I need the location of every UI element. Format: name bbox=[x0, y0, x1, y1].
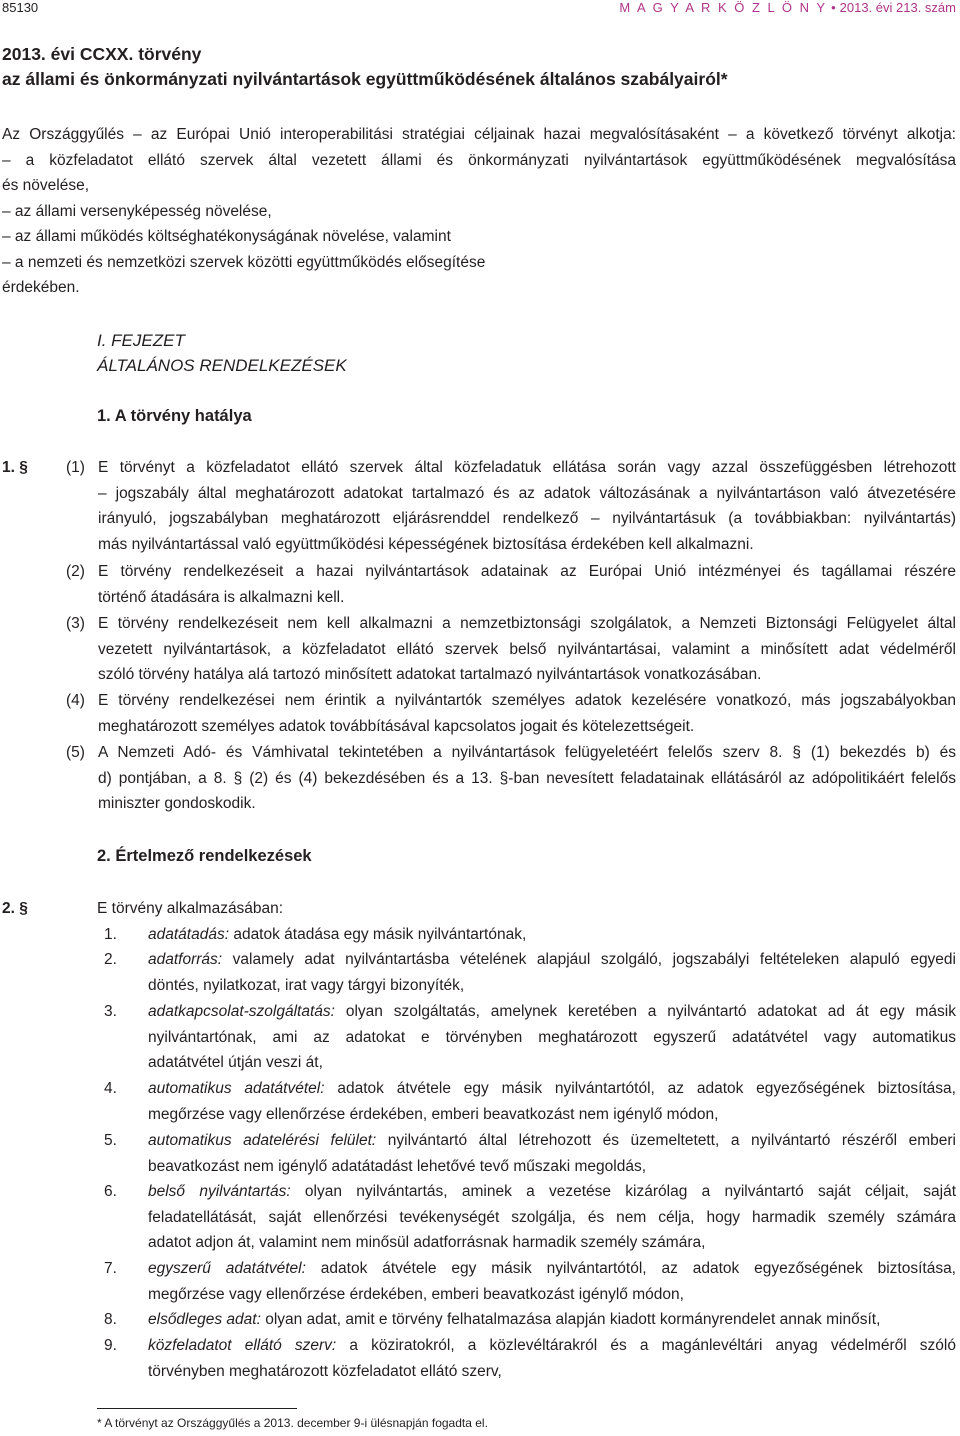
page-number: 85130 bbox=[2, 0, 39, 15]
definition-body-cont: nyilvántartónak, ami az adatokat e törvényben meghatározott egyszerű adatátvétel vagy automatikus bbox=[148, 1028, 956, 1046]
definition-term: belső nyilvántartás: bbox=[148, 1183, 291, 1200]
act-title bbox=[2, 42, 728, 92]
para-1-line: más nyilvántartással való együttműködési képességének biztosítása érdekében kell alkalmazni. bbox=[98, 535, 754, 553]
definition-body: a köziratokról, a közlevéltárakról és a magánlevéltári anyag védelméről szóló bbox=[336, 1337, 956, 1354]
definition-body-cont: megőrzése vagy ellenőrzése érdekében, emberi beavatkozást igénylő módon, bbox=[148, 1285, 684, 1303]
preamble-bullet-3: – az állami működés költséghatékonyságának növelése, valamint bbox=[2, 228, 451, 245]
definition-item bbox=[148, 1076, 956, 1127]
para-2-line: történő átadására is alkalmazni kell. bbox=[98, 588, 345, 606]
act-number: 2013. évi CCXX. törvény bbox=[2, 44, 202, 64]
para-3-line: vezetett nyilvántartások, a közfeladatot ellátó szervek belső nyilvántartásai, valamint a minősített adat védelméről bbox=[98, 640, 956, 658]
definition-term: automatikus adatátvétel: bbox=[148, 1080, 325, 1097]
issue-number: 2013. évi 213. szám bbox=[839, 0, 956, 15]
definition-body-cont: törvényben meghatározott közfeladatot ellátó szerv, bbox=[148, 1362, 502, 1380]
para-1-number: (1) bbox=[66, 459, 85, 476]
para-4-line: E törvény rendelkezései nem érintik a nyilvántartók személyes adatok kezelésére vonatkozó, más jogszabályokban bbox=[98, 692, 956, 709]
section-2-number: 2. § bbox=[2, 900, 28, 917]
preamble-bullet-1: – a közfeladatot ellátó szervek által vezetett állami és önkormányzati nyilvántartások együttműködésének megvalósítása bbox=[2, 151, 956, 169]
footnote-rule bbox=[97, 1408, 297, 1409]
definition-body: adatok átvétele egy másik nyilvántartótól, az adatok egyezőségének biztosítása, bbox=[305, 1260, 956, 1277]
journal-title bbox=[619, 0, 956, 16]
para-4-line: meghatározott személyes adatok továbbításával kapcsolatos jogait és kötelezettségeit. bbox=[98, 717, 695, 735]
preamble-bullet-4: – a nemzeti és nemzetközi szervek közötti együttműködés elősegítése bbox=[2, 253, 486, 271]
definition-item bbox=[148, 922, 956, 948]
definition-number: 6. bbox=[104, 1183, 117, 1200]
preamble-closing: érdekében. bbox=[2, 279, 80, 296]
definition-body: olyan szolgáltatás, amelynek keretében a nyilvántartó adatokat ad át egy másik bbox=[334, 1003, 956, 1020]
preamble-intro: Az Országgyűlés – az Európai Unió interoperabilitási stratégiai céljainak hazai megvalósításaként – a következő törvényt alkotja: bbox=[2, 126, 956, 143]
definition-number: 8. bbox=[104, 1311, 117, 1328]
definition-term: elsődleges adat: bbox=[148, 1311, 261, 1328]
section-1-number: 1. § bbox=[2, 459, 28, 476]
definition-item bbox=[148, 1256, 956, 1307]
definition-body: adatok átvétele egy másik nyilvántartótól, az adatok egyezőségének biztosítása, bbox=[324, 1080, 956, 1097]
definition-term: adatkapcsolat-szolgáltatás: bbox=[148, 1003, 335, 1020]
definition-term: közfeladatot ellátó szerv: bbox=[148, 1337, 337, 1354]
definition-term: adatátadás: bbox=[148, 926, 230, 943]
para-5-line: d) pontjában, a 8. § (2) és (4) bekezdésében és a 13. §-ban nevesített feladatainak ellátásáról az adópolitikáért felelős bbox=[98, 769, 956, 787]
act-subject: az állami és önkormányzati nyilvántartások együttműködésének általános szabályairól* bbox=[2, 69, 728, 89]
definition-body-cont: beavatkozást nem igénylő adatátadást lehetővé tevő műszaki megoldás, bbox=[148, 1157, 647, 1175]
running-header bbox=[0, 0, 960, 20]
definition-body-cont: feladatellátását, saját ellenőrzési tevékenységét szolgálja, és nem célja, hogy harmadik személy számára bbox=[148, 1208, 956, 1226]
definition-term: adatforrás: bbox=[148, 951, 223, 968]
para-5-number: (5) bbox=[66, 744, 85, 761]
para-3-text bbox=[98, 611, 956, 688]
para-5-line: A Nemzeti Adó- és Vámhivatal tekintetében a nyilvántartások felügyeletéért felelős szerv 8. § (1) bekezdés b) és bbox=[98, 744, 956, 761]
para-2-line: E törvény rendelkezéseit a hazai nyilvántartások adatainak az Európai Unió intézményei és tagállamai részére bbox=[98, 563, 956, 580]
para-1-line: irányuló, jogszabályban meghatározott eljárásrenddel rendelkező – nyilvántartásuk (a továbbiakban: nyilvántartás) bbox=[98, 510, 956, 527]
definition-body: adatok átadása egy másik nyilvántartónak, bbox=[229, 926, 527, 943]
chapter-number: I. FEJEZET bbox=[97, 331, 185, 350]
para-1-line: E törvényt a közfeladatot ellátó szervek által közfeladatuk ellátása során vagy azzal összefüggésben létrehozott bbox=[98, 459, 956, 476]
definition-number: 2. bbox=[104, 951, 117, 968]
footnote: * A törvényt az Országgyűlés a 2013. december 9-i ülésnapján fogadta el. bbox=[97, 1416, 488, 1430]
definition-item bbox=[148, 1179, 956, 1256]
para-2-number: (2) bbox=[66, 563, 85, 580]
definition-body: olyan nyilvántartás, aminek a vezetése kizárólag a nyilvántartó saját céljait, saját bbox=[290, 1183, 956, 1200]
section-1-heading: 1. A törvény hatálya bbox=[97, 407, 252, 425]
section-2-heading: 2. Értelmező rendelkezések bbox=[97, 847, 312, 865]
preamble-bullet-1-cont: és növelése, bbox=[2, 177, 90, 194]
para-5-line: miniszter gondoskodik. bbox=[98, 795, 256, 812]
para-1-text bbox=[98, 455, 956, 557]
preamble bbox=[2, 122, 956, 301]
journal-name: M A G Y A R K Ö Z L Ö N Y bbox=[619, 0, 828, 15]
definition-body: nyilvántartó által létrehozott és üzemeltetett, a nyilvántartó részéről emberi bbox=[376, 1132, 956, 1149]
definition-term: automatikus adatelérési felület: bbox=[148, 1132, 377, 1149]
para-4-text bbox=[98, 688, 956, 739]
para-1-line: – jogszabály által meghatározott adatokat tartalmazó és az adatok változásának a nyilvántartáson való átvezetésére bbox=[98, 484, 956, 502]
definition-term: egyszerű adatátvétel: bbox=[148, 1260, 306, 1277]
definition-number: 5. bbox=[104, 1132, 117, 1149]
chapter-heading bbox=[97, 328, 347, 378]
para-4-number: (4) bbox=[66, 692, 85, 709]
preamble-bullet-2: – az állami versenyképesség növelése, bbox=[2, 202, 272, 220]
definition-item bbox=[148, 947, 956, 998]
para-5-text bbox=[98, 740, 956, 817]
definition-item bbox=[148, 999, 956, 1076]
definition-number: 7. bbox=[104, 1260, 117, 1277]
definition-number: 3. bbox=[104, 1003, 117, 1020]
header-separator: • bbox=[831, 0, 836, 15]
para-3-number: (3) bbox=[66, 615, 85, 632]
chapter-title: ÁLTALÁNOS RENDELKEZÉSEK bbox=[97, 356, 347, 375]
para-3-line: szóló törvény hatálya alá tartozó minősített adatokat tartalmazó nyilvántartások vonatkozásában. bbox=[98, 666, 762, 683]
definition-body: olyan adat, amit e törvény felhatalmazása alapján kiadott kormányrendelet annak minősít, bbox=[260, 1311, 881, 1328]
definition-body-cont: adatátvétel útján veszi át, bbox=[148, 1054, 323, 1071]
section-2-intro: E törvény alkalmazásában: bbox=[97, 900, 284, 917]
definition-body-cont: adatot adjon át, valamint nem minősül adatforrásnak harmadik személy számára, bbox=[148, 1234, 706, 1251]
definition-body: valamely adat nyilvántartásba vételének alapjául szolgáló, jogszabályi feltételeken alapuló egyedi bbox=[222, 951, 956, 968]
definition-number: 9. bbox=[104, 1337, 117, 1354]
definition-body-cont: megőrzése vagy ellenőrzése érdekében, emberi beavatkozást nem igénylő módon, bbox=[148, 1105, 719, 1123]
definition-number: 1. bbox=[104, 926, 117, 943]
definition-item bbox=[148, 1307, 956, 1333]
para-2-text bbox=[98, 559, 956, 610]
definition-item bbox=[148, 1128, 956, 1179]
para-3-line: E törvény rendelkezéseit nem kell alkalmazni a nemzetbiztonsági szolgálatok, a Nemzeti Biztonsági Felügyelet által bbox=[98, 615, 956, 632]
definition-body-cont: döntés, nyilatkozat, irat vagy tárgyi bizonyíték, bbox=[148, 976, 465, 994]
definition-item bbox=[148, 1333, 956, 1384]
definition-number: 4. bbox=[104, 1080, 117, 1097]
